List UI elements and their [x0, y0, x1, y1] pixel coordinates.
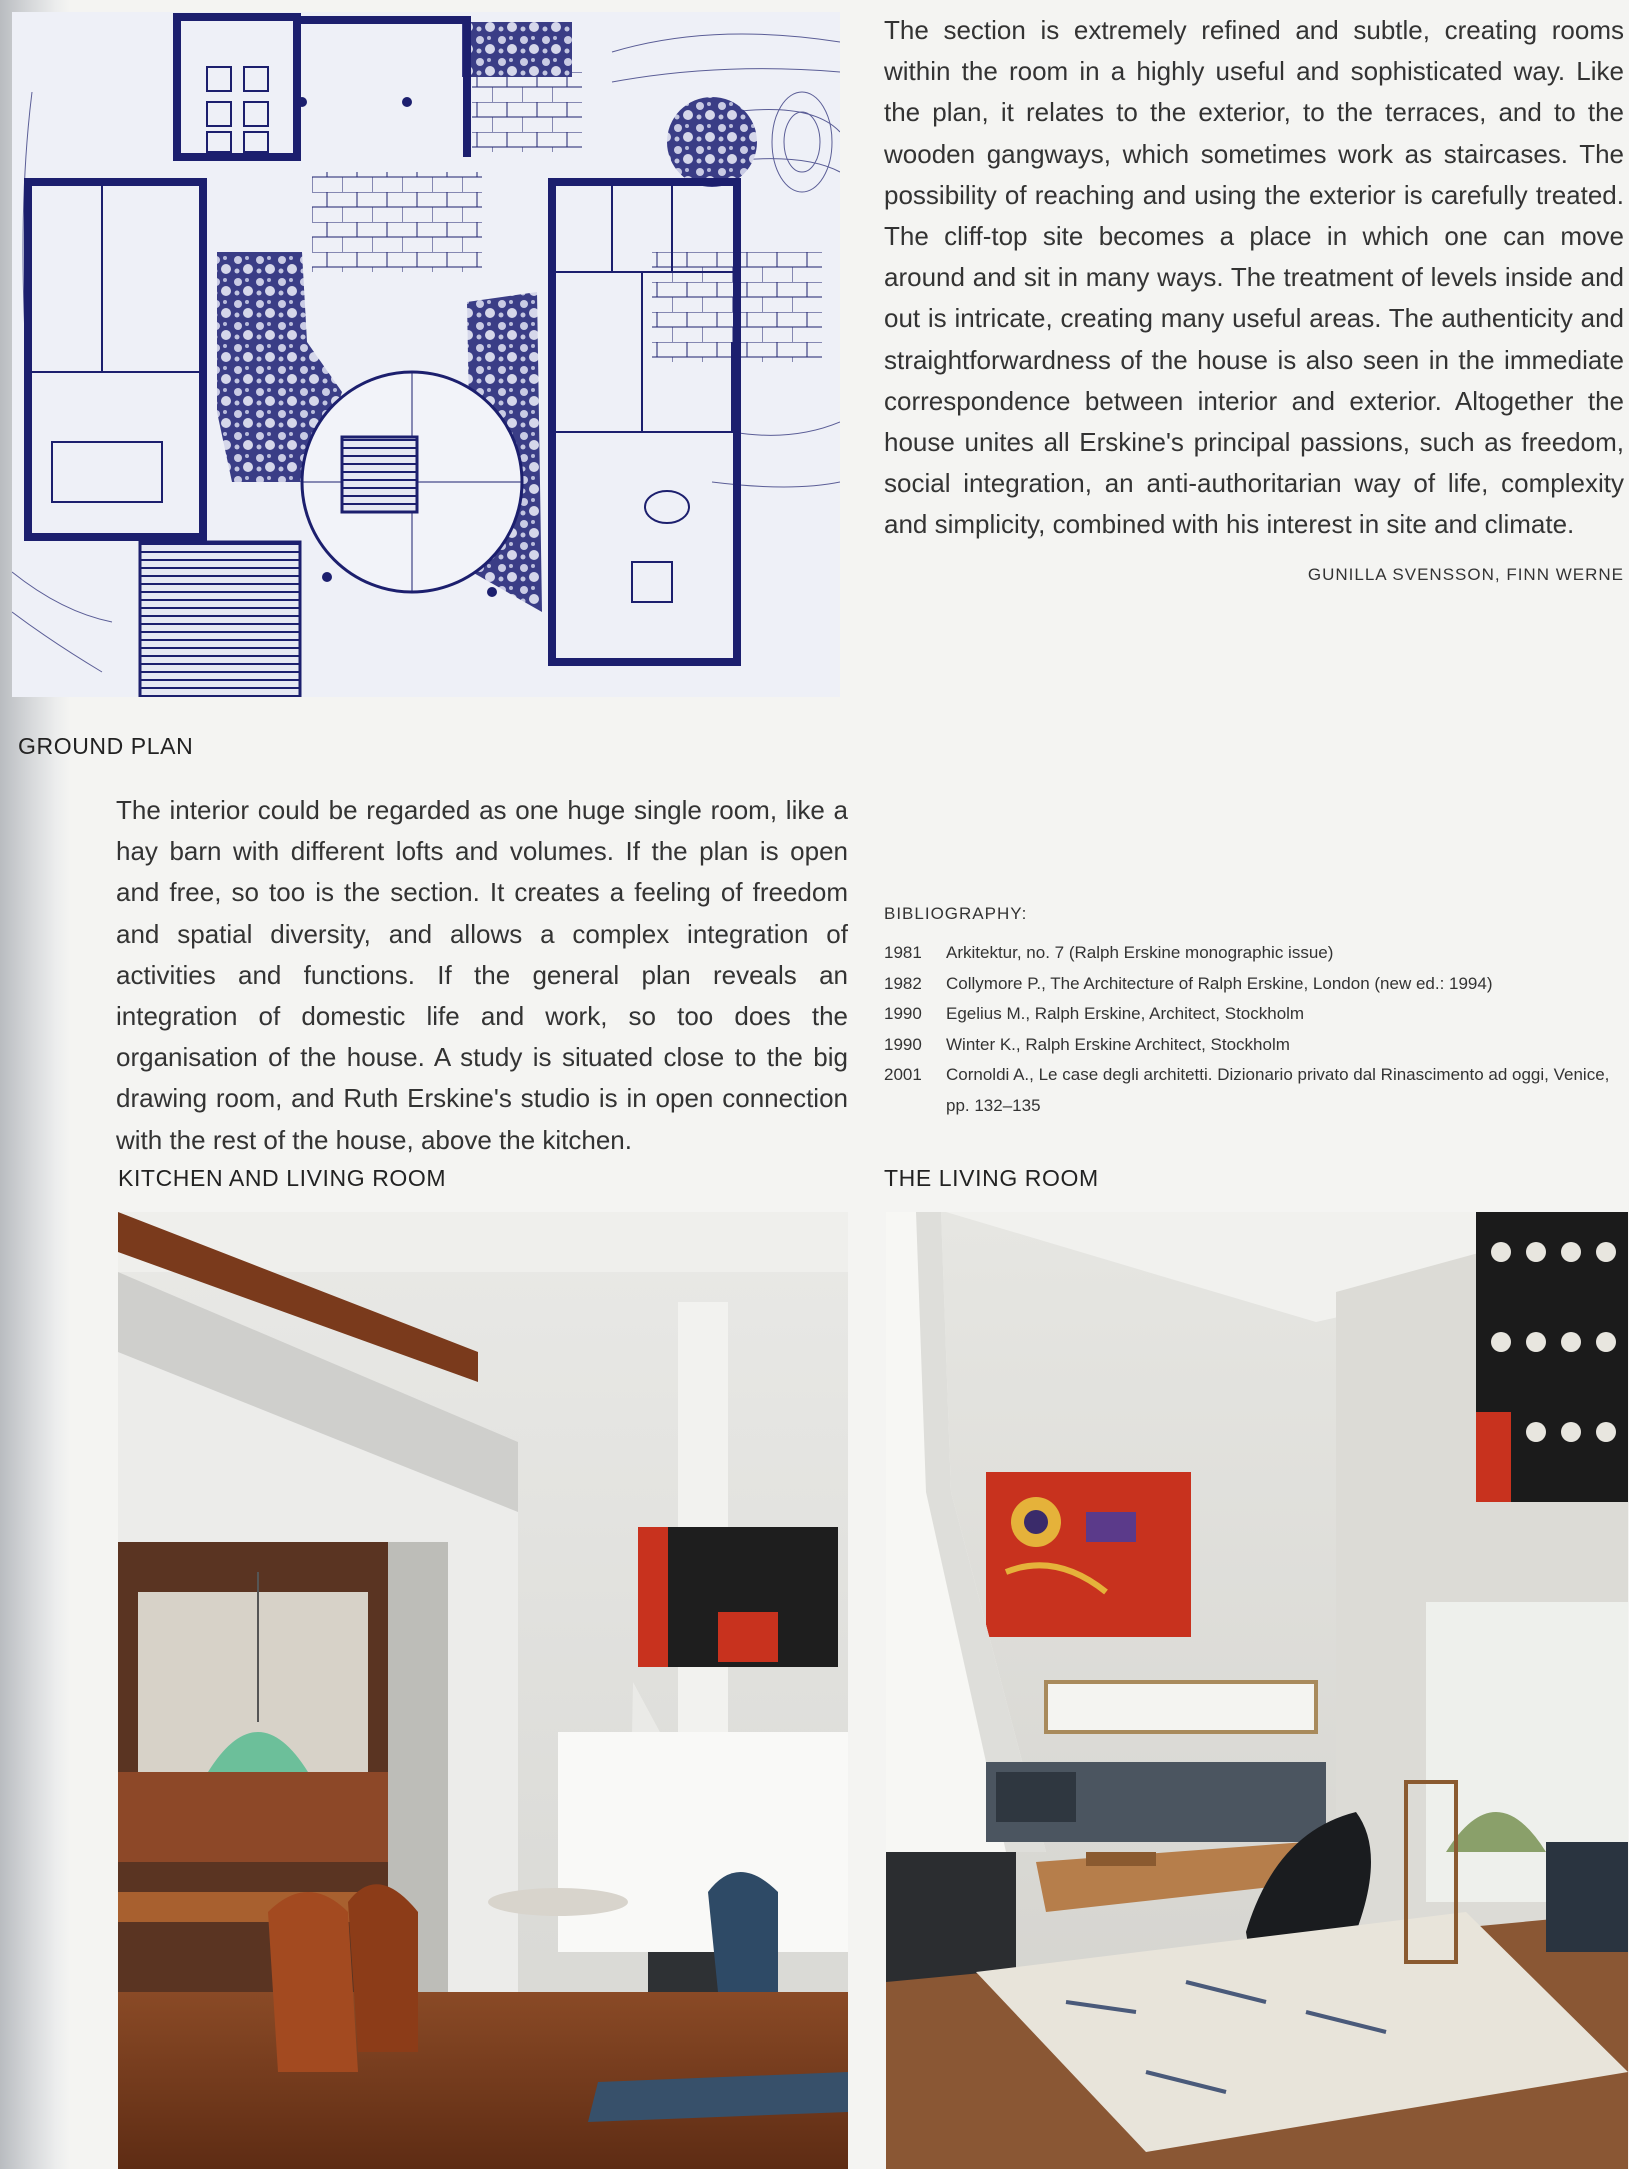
bibliography-year: 1990: [884, 1034, 922, 1054]
bibliography-text: Cornoldi A., Le case degli architetti. Dizionario privato dal Rinascimento ad oggi, Venice, pp. 132–135: [946, 1065, 1610, 1115]
bibliography-text: Arkitektur, no. 7 (Ralph Erskine monographic issue): [946, 943, 1334, 962]
kitchen-living-room-photo: [118, 1212, 848, 2169]
article-authors: GUNILLA SVENSSON, FINN WERNE: [1307, 564, 1624, 584]
bibliography-entry: [884, 999, 1624, 1030]
bibliography-year: 1981: [884, 943, 922, 962]
ground-plan-caption: GROUND PLAN: [18, 733, 194, 759]
ground-plan-drawing: [12, 12, 840, 697]
bibliography-text: Collymore P., The Architecture of Ralph Erskine, London (new ed.: 1994): [946, 973, 1493, 993]
living-room-photo: [886, 1212, 1628, 2169]
bibliography-entry: [884, 938, 1624, 969]
bibliography-text: Egelius M., Ralph Erskine, Architect, Stockholm: [946, 1004, 1305, 1023]
article-paragraph-interior: The interior could be regarded as one huge single room, like a hay barn with different lofts and volumes. If the plan is open and free, so too is the section. It creates a feeling of freedom and spatial diversity, and allows a complex integration of activities and functions. If the general plan reveals an integration of domestic life and work, so too does the organisation of the house. A study is situated close to the big drawing room, and Ruth Erskine's studio is in open connection with the rest of the house, above the kitchen.: [116, 795, 848, 1155]
bibliography-year: 1982: [884, 973, 922, 993]
bibliography-entry: [884, 969, 1624, 1000]
bibliography-entry: [884, 1060, 1624, 1121]
living-photo-caption: THE LIVING ROOM: [884, 1165, 1099, 1191]
bibliography-entry: [884, 1030, 1624, 1061]
article-paragraph-section: [884, 10, 1624, 595]
paragraph-text: The section is extremely refined and subtle, creating rooms within the room in a highly useful and sophisticated way. Like the plan, it relates to the exterior, to the terraces, and to the wooden gangways, which sometimes work as staircases. The possibility of reaching and using the exterior is carefully treated. The cliff-top site becomes a place in which one can move around and sit in many ways. The treatment of levels inside and out is intricate, creating many useful areas. The authenticity and straightforwardness of the house is also seen in the immediate correspondence between interior and exterior. Altogether the house unites all Erskine's principal passions, such as freedom, social integration, an anti-authoritarian way of life, complexity and simplicity, combined with his interest in site and climate.: [884, 15, 1624, 540]
bibliography-year: 2001: [884, 1065, 922, 1084]
bibliography-text: Winter K., Ralph Erskine Architect, Stockholm: [946, 1034, 1290, 1054]
kitchen-photo-caption: KITCHEN AND LIVING ROOM: [118, 1165, 447, 1191]
bibliography-heading: BIBLIOGRAPHY:: [884, 904, 1028, 923]
bibliography-year: 1990: [884, 1004, 922, 1023]
bibliography: [884, 904, 1624, 1121]
